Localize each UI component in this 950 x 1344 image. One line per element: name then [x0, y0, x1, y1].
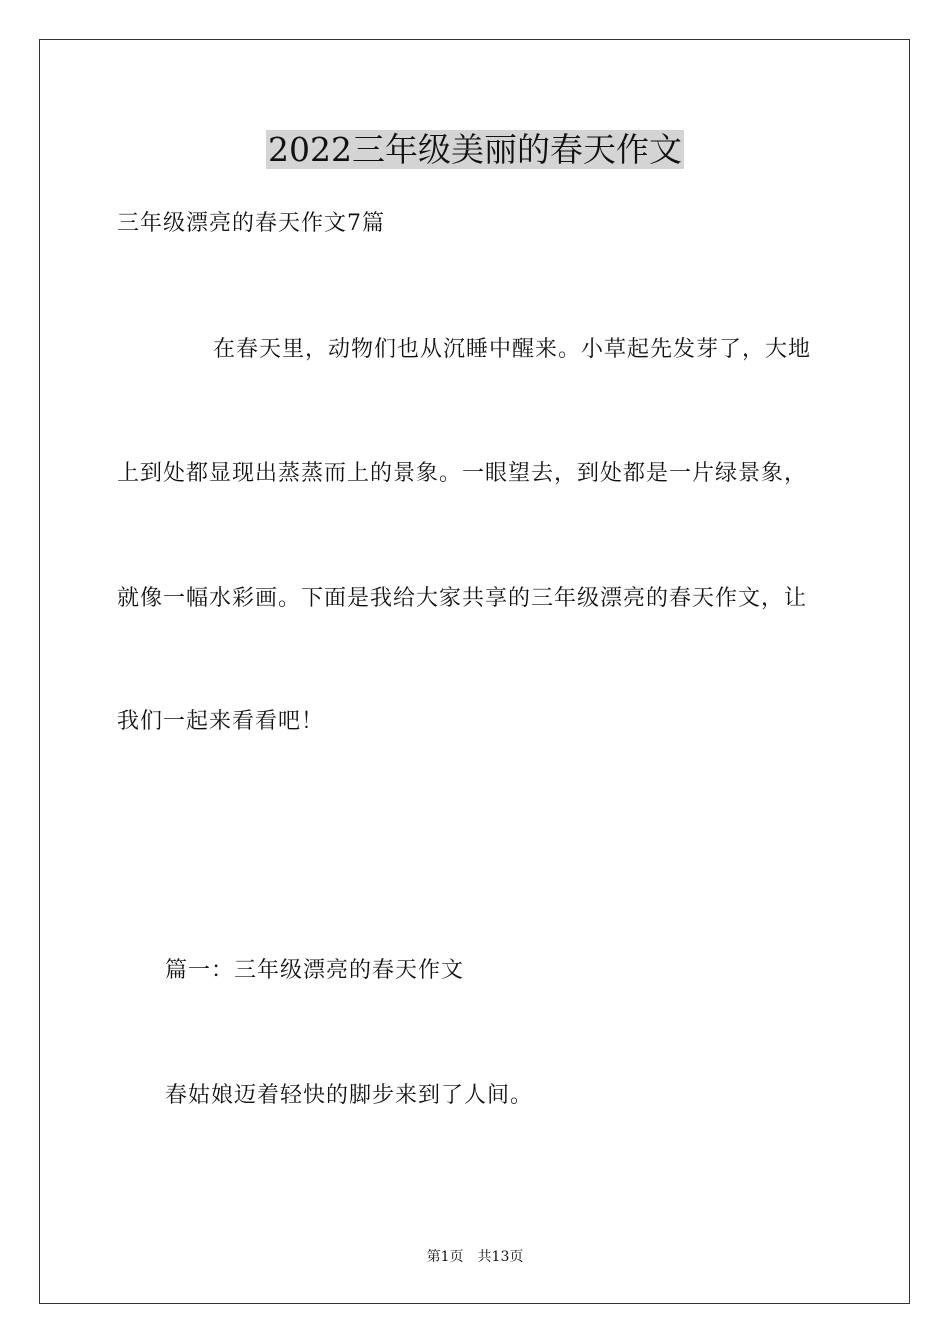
page-total: 共13页 — [477, 1249, 524, 1265]
section-line-1: 春姑娘迈着轻快的脚步来到了人间。 — [165, 1083, 534, 1108]
document-subtitle: 三年级漂亮的春天作文7篇 — [117, 211, 385, 236]
intro-line-4: 我们一起来看看吧！ — [117, 709, 325, 734]
document-title-row — [0, 128, 950, 172]
section-heading: 篇一：三年级漂亮的春天作文 — [165, 958, 465, 983]
intro-line-2: 上到处都显现出蒸蒸而上的景象。一眼望去，到处都是一片绿景象， — [117, 461, 808, 486]
page-number: 第1页 — [426, 1249, 464, 1265]
page-footer — [0, 1247, 950, 1267]
document-title: 2022三年级美丽的春天作文 — [268, 130, 682, 169]
intro-line-1: 在春天里，动物们也从沉睡中醒来。小草起先发芽了，大地 — [213, 337, 812, 362]
intro-line-3: 就像一幅水彩画。下面是我给大家共享的三年级漂亮的春天作文，让 — [117, 586, 808, 611]
